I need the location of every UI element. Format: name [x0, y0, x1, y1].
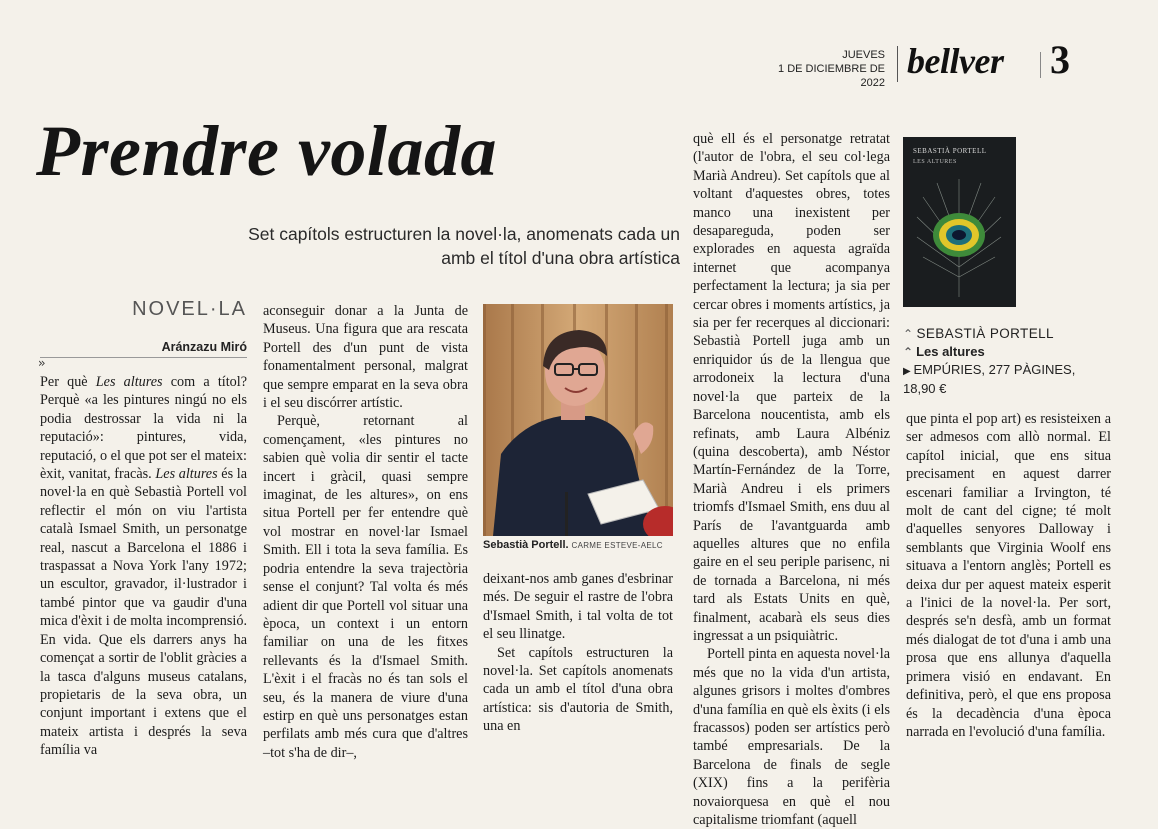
double-caret-icon: ⌃ [903, 345, 914, 359]
author-photo [483, 304, 673, 536]
issue-date [770, 48, 885, 90]
body-column-3 [483, 570, 673, 736]
book-cover [903, 137, 1016, 307]
page-number: 3 [1050, 37, 1070, 82]
triangle-right-icon: ▶ [903, 366, 914, 377]
paragraph: Portell pinta en aquesta novel·la més que no la vida d'un artista, algunes grisors i moltes d'ombres d'una família en què els èxits (i els fracassos) poden ser artístics però també empresarials. De la Barcelona de finals de segle (XIX) fins a la perifèria novaiorquesa en què el nou capitalisme triomfant (aquell [693, 646, 890, 829]
paragraph: deixant-nos amb ganes d'esbrinar més. De seguir el rastre de l'obra d'Ismael Smith, i tal volta de tot el seu llinatge. [483, 571, 673, 643]
text-run: Per què [40, 374, 96, 390]
subheadline: Set capítols estructuren la novel·la, anomenats cada un amb el títol d'una obra artística [248, 224, 680, 268]
text-run: és la novel·la en què Sebastià Portell vol reflectir el món on viu l'artista català Ismael Smith, un personatge real, nascut a Barcelona el 1886 i traspassat a Nova York l'any 1972; un escultor, gravador, il·lustrador i també pintor que va gaudir d'una mica d'èxit i de molta incomprensió. En vida. Que els darrers anys ha començat a sortir de l'oblit gràcies a la tasca d'alguns museus catalans, propietaris de la seva obra, un conjunt important i extens que el mateix artista i després la seva família va [40, 466, 248, 759]
double-caret-icon: ⌃ [903, 327, 914, 341]
body-column-5 [906, 410, 1111, 741]
peacock-feather-icon [903, 137, 1016, 307]
body-column-2 [263, 302, 468, 762]
headline: Prendre volada [36, 111, 497, 191]
photo-caption [483, 539, 683, 551]
masthead-divider-2 [1040, 52, 1041, 78]
cover-title: LES ALTURES [913, 159, 957, 165]
byline: Aránzazu Miró [161, 340, 247, 354]
book-publisher [903, 361, 1108, 380]
masthead-divider [897, 46, 898, 82]
photo-credit: CARME ESTEVE-AELC [571, 541, 663, 550]
caption-name: Sebastià Portell. [483, 539, 569, 551]
paragraph: aconseguir donar a la Junta de Museus. Una figura que ara rescata Portell des d'un punt de vista fonamentalment personal, malgrat que sempre emparat en la seva obra i el seu discórrer artístic. [263, 303, 468, 412]
byline-rule [40, 357, 247, 358]
paragraph [40, 373, 247, 760]
double-chevron-icon: ›› [38, 356, 44, 370]
paragraph: Set capítols estructuren la novel·la. Set capítols anomenats cada un amb el títol d'una obra artística: sis d'autoria de Smith, una en [483, 644, 673, 735]
issue-day: JUEVES [842, 49, 885, 61]
book-title-text: Les altures [916, 344, 985, 359]
book-author [903, 325, 1108, 343]
book-price: 18,90 € [903, 381, 947, 396]
book-title-italic: Les altures [95, 374, 163, 390]
paragraph: que pinta el pop art) es resisteixen a ser admesos com allò normal. El capítol inicial, que ens situa precisament en aquest darrer escenari familiar a Irvington, té molt de cant del cigne; té molt d'aquelles senyores Dalloway i semblants que Virginia Woolf ens situava a l'entorn anglès; Portell es deixa dur per aquest mateix esperit a l'inici de la novel·la. Per sort, després se'n desfà, amb un format més dialogat de tot d'una i amb una prosa que ens allunya d'aquella primera visió en endavant. En definitiva, però, el que ens proposa és la decadència d'una època narrada en l'evolució d'una família. [906, 411, 1111, 740]
publisher-line: EMPÚRIES, 277 PÀGINES, [913, 362, 1076, 377]
text-run: com a títol? Perquè «a les pintures ningú no els podia destrossar la vida ni la reputació»: pintures, vida, reputació, o el que pot ser el mateix: èxit, vanitat, fracàs. [40, 374, 247, 483]
paragraph: Perquè, retornant al començament, «les pintures no sabien què volia dir sentir el tacte incert i gràcil, quasi sempre imaginat, de les altures», on ens situa Portell per fer entendre què vol mostrar en novel·lar Ismael Smith. Ell i tota la seva família. Es podria entendre la seva trajectòria sense el conjunt? Tal volta és més adient dir que Portell vol situar una època, un context i un entorn familiar on una de les fitxes rellevants és la d'Ismael Smith. L'èxit i el fracàs no és tan sols el seu, és la manera de viure d'una estirp en què uns personatges estan perfilats amb més cura que d'altres –tot s'ha de dir–, [263, 413, 468, 761]
book-author-name: SEBASTIÀ PORTELL [916, 326, 1054, 341]
issue-full-date: 1 DE DICIEMBRE DE 2022 [778, 63, 885, 89]
book-title [903, 343, 1108, 361]
book-title-italic: Les altures [155, 466, 218, 483]
section-name: bellver [907, 41, 1004, 81]
section-kicker: NOVEL·LA [132, 298, 247, 320]
author-photo-illustration [483, 304, 673, 536]
paragraph: què ell és el personatge retratat (l'autor de l'obra, el seu col·lega Marià Andreu). Set capítols que al voltant d'aquestes obres, totes manco una inexistent per desapareguda, poden ser explorades en aquesta agraïda internet que acompanya perfectament la lectura; ja sia per cercar obres i moments artístics, ja sia per fer recerques al diccionari: Sebastià Portell juga amb un enriquidor ús de la llengua que arrodoneix la lectura d'una novel·la que parteix de la Barcelona noucentista, amb els refinats, amb Laura Albéniz (quina descoberta), amb Néstor Martín-Fernández de la Torre, Marià Andreu i els primers triomfs d'Ismael Smith, ens duu al París de l'avantguarda amb aquelles altures que no enfila gaire en el seu periple parisenc, ni de tornada a Barcelona, ni més tard als Estats Units en què, finalment, acabarà els seus dies ingressat a un psiquiàtric. [693, 131, 890, 644]
book-info [903, 325, 1108, 397]
cover-author: SEBASTIÀ PORTELL [913, 147, 987, 155]
body-column-4 [693, 130, 890, 829]
body-column-1 [40, 373, 247, 760]
